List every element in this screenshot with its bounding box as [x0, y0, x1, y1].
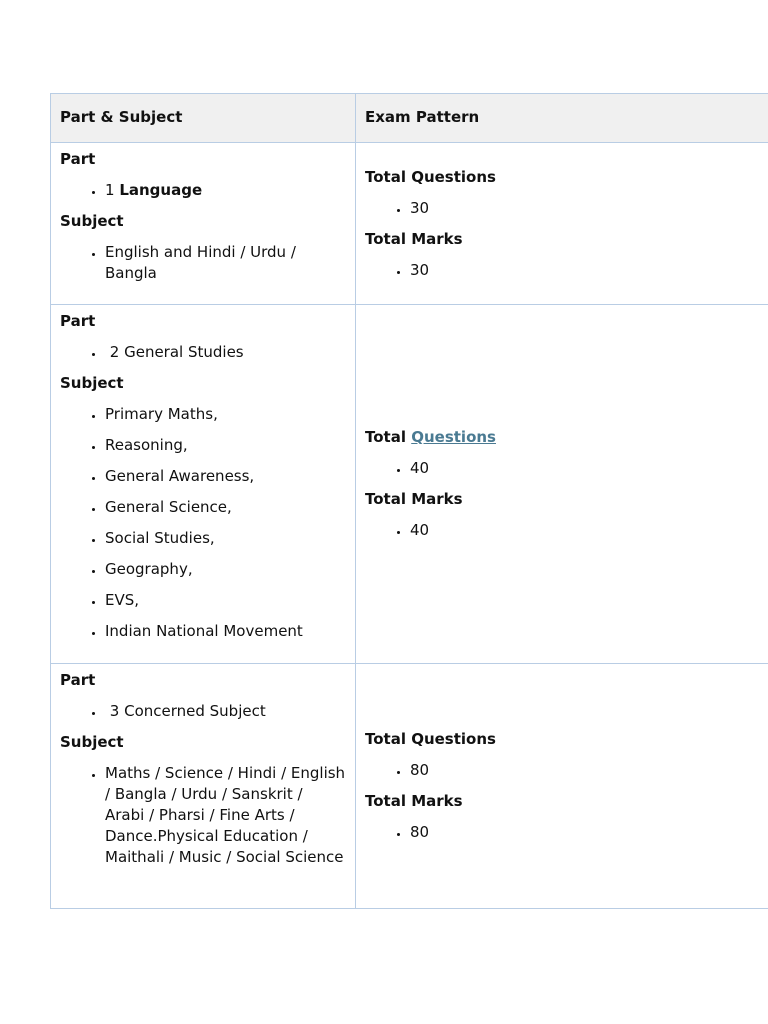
questions-link[interactable]: Questions	[411, 428, 496, 446]
subject-label: Subject	[60, 733, 124, 751]
table-row	[51, 664, 768, 909]
list-item: • Social Studies,	[105, 528, 346, 549]
total-marks-label: Total Marks	[365, 229, 463, 248]
marks-list	[365, 822, 768, 843]
part-name: Language	[119, 181, 203, 199]
header-part-subject: Part & Subject	[51, 94, 356, 143]
list-item: • English and Hindi / Urdu / Bangla	[105, 242, 346, 284]
part-list	[60, 701, 346, 722]
part-text: 2 General Studies	[109, 343, 244, 361]
total-questions-label: Total Questions	[365, 167, 496, 186]
part-text: 3 Concerned Subject	[109, 702, 266, 720]
total-marks-value: • 40	[410, 520, 768, 541]
questions-list	[365, 458, 768, 479]
subject-list	[60, 242, 346, 284]
total-marks-label: Total Marks	[365, 792, 463, 810]
total-questions-label: Total Questions	[365, 730, 496, 748]
subject-list	[60, 404, 346, 642]
total-questions-value: • 40	[410, 458, 768, 479]
part-number: 1	[105, 181, 115, 199]
list-item: • Indian National Movement	[105, 621, 346, 642]
total-marks-label: Total Marks	[365, 490, 463, 508]
exam-pattern-cell	[356, 143, 768, 305]
total-questions-prefix: Total	[365, 428, 406, 446]
questions-list	[365, 198, 768, 219]
list-item: • Reasoning,	[105, 435, 346, 456]
table-row	[51, 305, 768, 664]
list-item: • Primary Maths,	[105, 404, 346, 425]
exam-pattern-cell	[356, 305, 768, 664]
part-subject-cell	[51, 305, 356, 664]
total-questions-value: • 30	[410, 198, 768, 219]
marks-list	[365, 520, 768, 541]
marks-list	[365, 260, 768, 281]
header-exam-pattern: Exam Pattern	[356, 94, 768, 143]
list-item	[105, 180, 346, 201]
table-header-row	[51, 94, 768, 143]
list-item: • General Awareness,	[105, 466, 346, 487]
part-list	[60, 180, 346, 201]
part-label: Part	[60, 312, 96, 330]
list-item: • General Science,	[105, 497, 346, 518]
part-label: Part	[60, 671, 96, 689]
part-subject-cell	[51, 664, 356, 909]
questions-list	[365, 760, 768, 781]
total-questions-label	[365, 427, 768, 448]
total-marks-value: • 30	[410, 260, 768, 281]
part-subject-cell	[51, 143, 356, 305]
subject-label: Subject	[60, 212, 124, 230]
exam-pattern-table	[50, 93, 768, 909]
list-item: • Maths / Science / Hindi / English / Bangla / Urdu / Sanskrit / Arabi / Pharsi / Fine Arts / Dance.Physical Education / Maithali / Music / Social Science	[105, 763, 346, 868]
part-label: Part	[60, 150, 96, 168]
list-item: • Geography,	[105, 559, 346, 580]
exam-pattern-cell	[356, 664, 768, 909]
list-item	[105, 342, 346, 363]
part-list	[60, 342, 346, 363]
total-marks-value: • 80	[410, 822, 768, 843]
total-questions-value: • 80	[410, 760, 768, 781]
subject-label: Subject	[60, 374, 124, 392]
list-item	[105, 701, 346, 722]
table-row	[51, 143, 768, 305]
subject-list	[60, 763, 346, 868]
list-item: • EVS,	[105, 590, 346, 611]
